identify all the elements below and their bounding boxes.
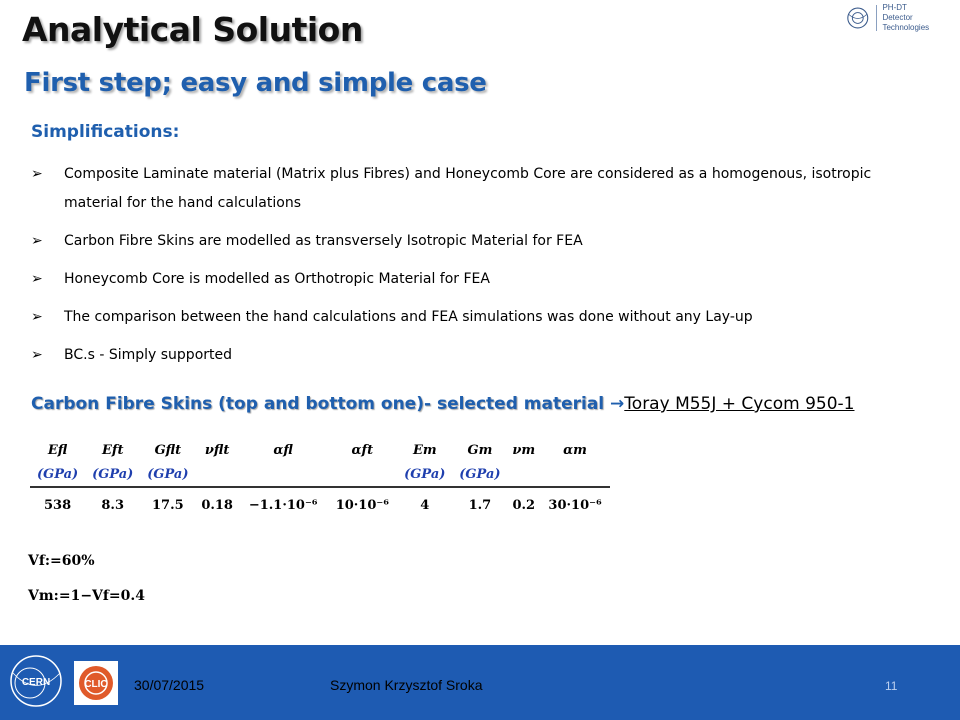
- table-unit-cell: (GPa): [452, 462, 507, 487]
- clic-logo-text: CLIC: [84, 679, 108, 690]
- list-item: [31, 341, 911, 370]
- table-unit-cell: (GPa): [85, 462, 140, 487]
- table-cell: 1.7: [468, 497, 492, 513]
- table-cell: 0.2: [512, 497, 536, 513]
- table-header-cell: Eft: [101, 442, 124, 458]
- list-item-text: Honeycomb Core is modelled as Orthotropic Material for FEA: [64, 271, 490, 287]
- table-header-cell: αfl: [273, 442, 293, 458]
- table-header-row: [30, 438, 610, 462]
- material-properties-table: [30, 438, 610, 522]
- table-cell: 8.3: [101, 497, 125, 513]
- cern-logo-text: CERN: [21, 677, 51, 688]
- table-header-cell: Em: [412, 442, 437, 458]
- logo-text-line2: Detector Technologies: [882, 13, 930, 32]
- footer-bar: [0, 645, 960, 720]
- list-item: [31, 265, 911, 294]
- table-header-cell: Gflt: [154, 442, 182, 458]
- table-cell: 4: [420, 497, 430, 513]
- footer-author: Szymon Krzysztof Sroka: [330, 677, 483, 693]
- table-unit-cell: (GPa): [397, 462, 452, 487]
- table-cell: 17.5: [152, 497, 184, 513]
- table-cell: 10·10⁻⁶: [335, 497, 389, 513]
- page-subtitle: First step; easy and simple case: [24, 68, 487, 98]
- table-unit-cell: [507, 462, 540, 487]
- arrowhead-bullet-icon: ➢: [31, 233, 43, 249]
- logo-text-line1: PH-DT: [882, 3, 907, 12]
- list-item-text: Composite Laminate material (Matrix plus Fibres) and Honeycomb Core are considered as a homogenous, isotropic material for the hand calculations: [64, 166, 872, 211]
- logo-divider: [876, 5, 877, 31]
- table-header-cell: Gm: [467, 442, 493, 458]
- table-cell: 30·10⁻⁶: [548, 497, 602, 513]
- ph-dt-logo: [846, 4, 954, 32]
- list-item: [31, 160, 911, 218]
- table-unit-cell: [195, 462, 238, 487]
- simplifications-heading: Simplifications:: [31, 122, 180, 142]
- fibre-volume-formula: Vf:=60%: [28, 553, 95, 569]
- matrix-volume-formula: Vm:=1−Vf=0.4: [28, 588, 146, 604]
- table-header-cell: νm: [512, 442, 536, 458]
- cern-logo: [8, 653, 64, 714]
- table-unit-cell: [540, 462, 610, 487]
- logo-text: [882, 3, 954, 33]
- table-unit-cell: [327, 462, 397, 487]
- material-value: Toray M55J + Cycom 950-1: [624, 394, 855, 414]
- clic-logo: [74, 661, 118, 710]
- table-header-cell: νflt: [204, 442, 230, 458]
- list-item-text: Carbon Fibre Skins are modelled as transversely Isotropic Material for FEA: [64, 233, 583, 249]
- table-units-row: [30, 462, 610, 487]
- list-item-text: The comparison between the hand calculations and FEA simulations was done without any Lay-up: [64, 309, 753, 325]
- list-item: [31, 303, 911, 332]
- table-unit-cell: (GPa): [140, 462, 195, 487]
- material-label: Carbon Fibre Skins (top and bottom one)- selected material: [31, 394, 611, 414]
- table-header-cell: Efl: [47, 442, 68, 458]
- cern-logo-icon: [8, 653, 64, 709]
- arrowhead-bullet-icon: ➢: [31, 309, 43, 325]
- arrowhead-bullet-icon: ➢: [31, 347, 43, 363]
- list-item: [31, 227, 911, 256]
- table-row: [30, 487, 610, 522]
- cern-small-logo-icon: [846, 5, 870, 31]
- table-cell: 538: [44, 497, 72, 513]
- table-header-cell: αm: [563, 442, 587, 458]
- selected-material-line: [31, 394, 854, 414]
- simplifications-list: [31, 160, 911, 379]
- page-number: 11: [885, 679, 898, 693]
- arrow-right-icon: →: [610, 394, 625, 414]
- table-cell: −1.1·10⁻⁶: [248, 497, 318, 513]
- table-unit-cell: [239, 462, 328, 487]
- list-item-text: BC.s - Simply supported: [64, 347, 233, 363]
- table-unit-cell: (GPa): [30, 462, 85, 487]
- table-header-cell: αft: [351, 442, 374, 458]
- page-title: Analytical Solution: [22, 10, 363, 49]
- footer-date: 30/07/2015: [134, 677, 205, 693]
- arrowhead-bullet-icon: ➢: [31, 166, 43, 182]
- arrowhead-bullet-icon: ➢: [31, 271, 43, 287]
- clic-logo-icon: [74, 661, 118, 705]
- table-cell: 0.18: [201, 497, 233, 513]
